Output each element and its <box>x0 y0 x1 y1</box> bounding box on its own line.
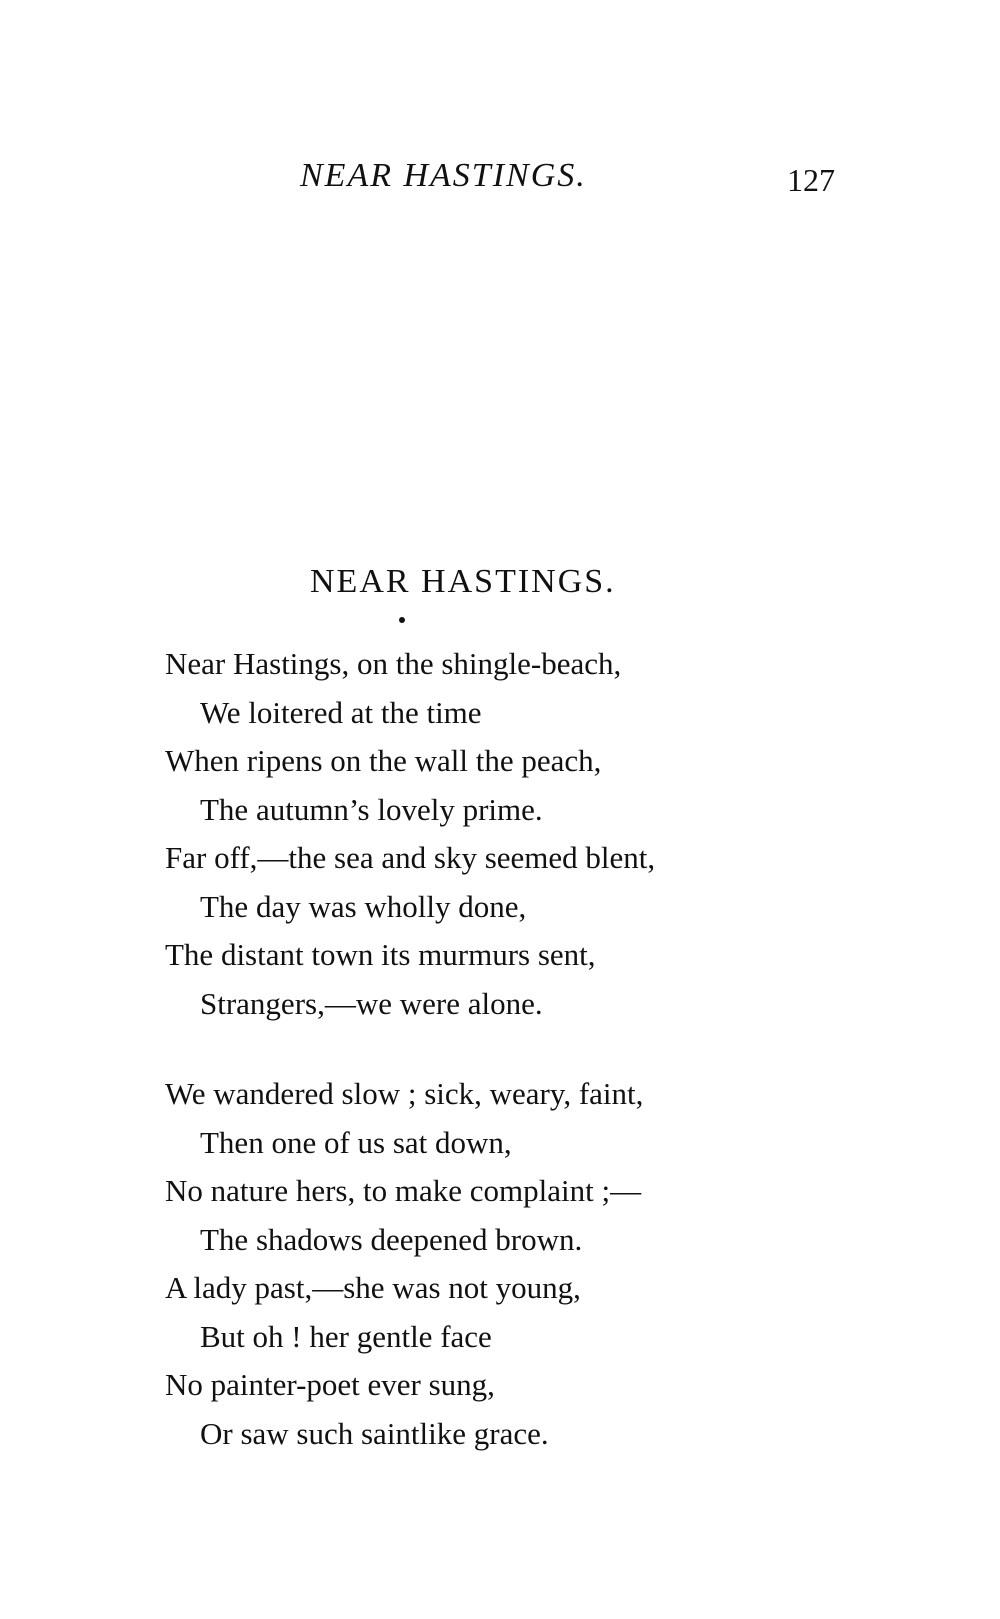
poem-line: But oh ! her gentle face <box>200 1318 492 1354</box>
poem-line: A lady past,—she was not young, <box>165 1270 581 1305</box>
poem-line: Near Hastings, on the shingle-beach, <box>165 646 622 681</box>
running-head-title: NEAR HASTINGS. <box>300 157 587 194</box>
poem-line: No nature hers, to make complaint ;— <box>165 1173 642 1208</box>
poem-line: Or saw such saintlike grace. <box>200 1415 549 1451</box>
poem-line: No painter-poet ever sung, <box>165 1367 495 1402</box>
poem-line: Far off,—the sea and sky seemed blent, <box>165 840 656 875</box>
stanza-1 <box>165 640 805 1028</box>
poem-line: Then one of us sat down, <box>200 1124 512 1160</box>
poem-line: Strangers,—we were alone. <box>200 985 543 1021</box>
poem-line: The distant town its murmurs sent, <box>165 937 596 972</box>
page-number: 127 <box>787 162 835 198</box>
poem-line: We wandered slow ; sick, weary, faint, <box>165 1076 644 1111</box>
poem-line: The shadows deepened brown. <box>200 1221 583 1257</box>
stanza-2 <box>165 1070 805 1458</box>
dot-ornament-icon <box>399 617 405 623</box>
poem-line: The autumn’s lovely prime. <box>200 791 543 827</box>
poem-line: The day was wholly done, <box>200 888 527 924</box>
poem-line: We loitered at the time <box>200 694 482 730</box>
poem-line: When ripens on the wall the peach, <box>165 743 602 778</box>
poem-title: NEAR HASTINGS. <box>310 563 616 600</box>
